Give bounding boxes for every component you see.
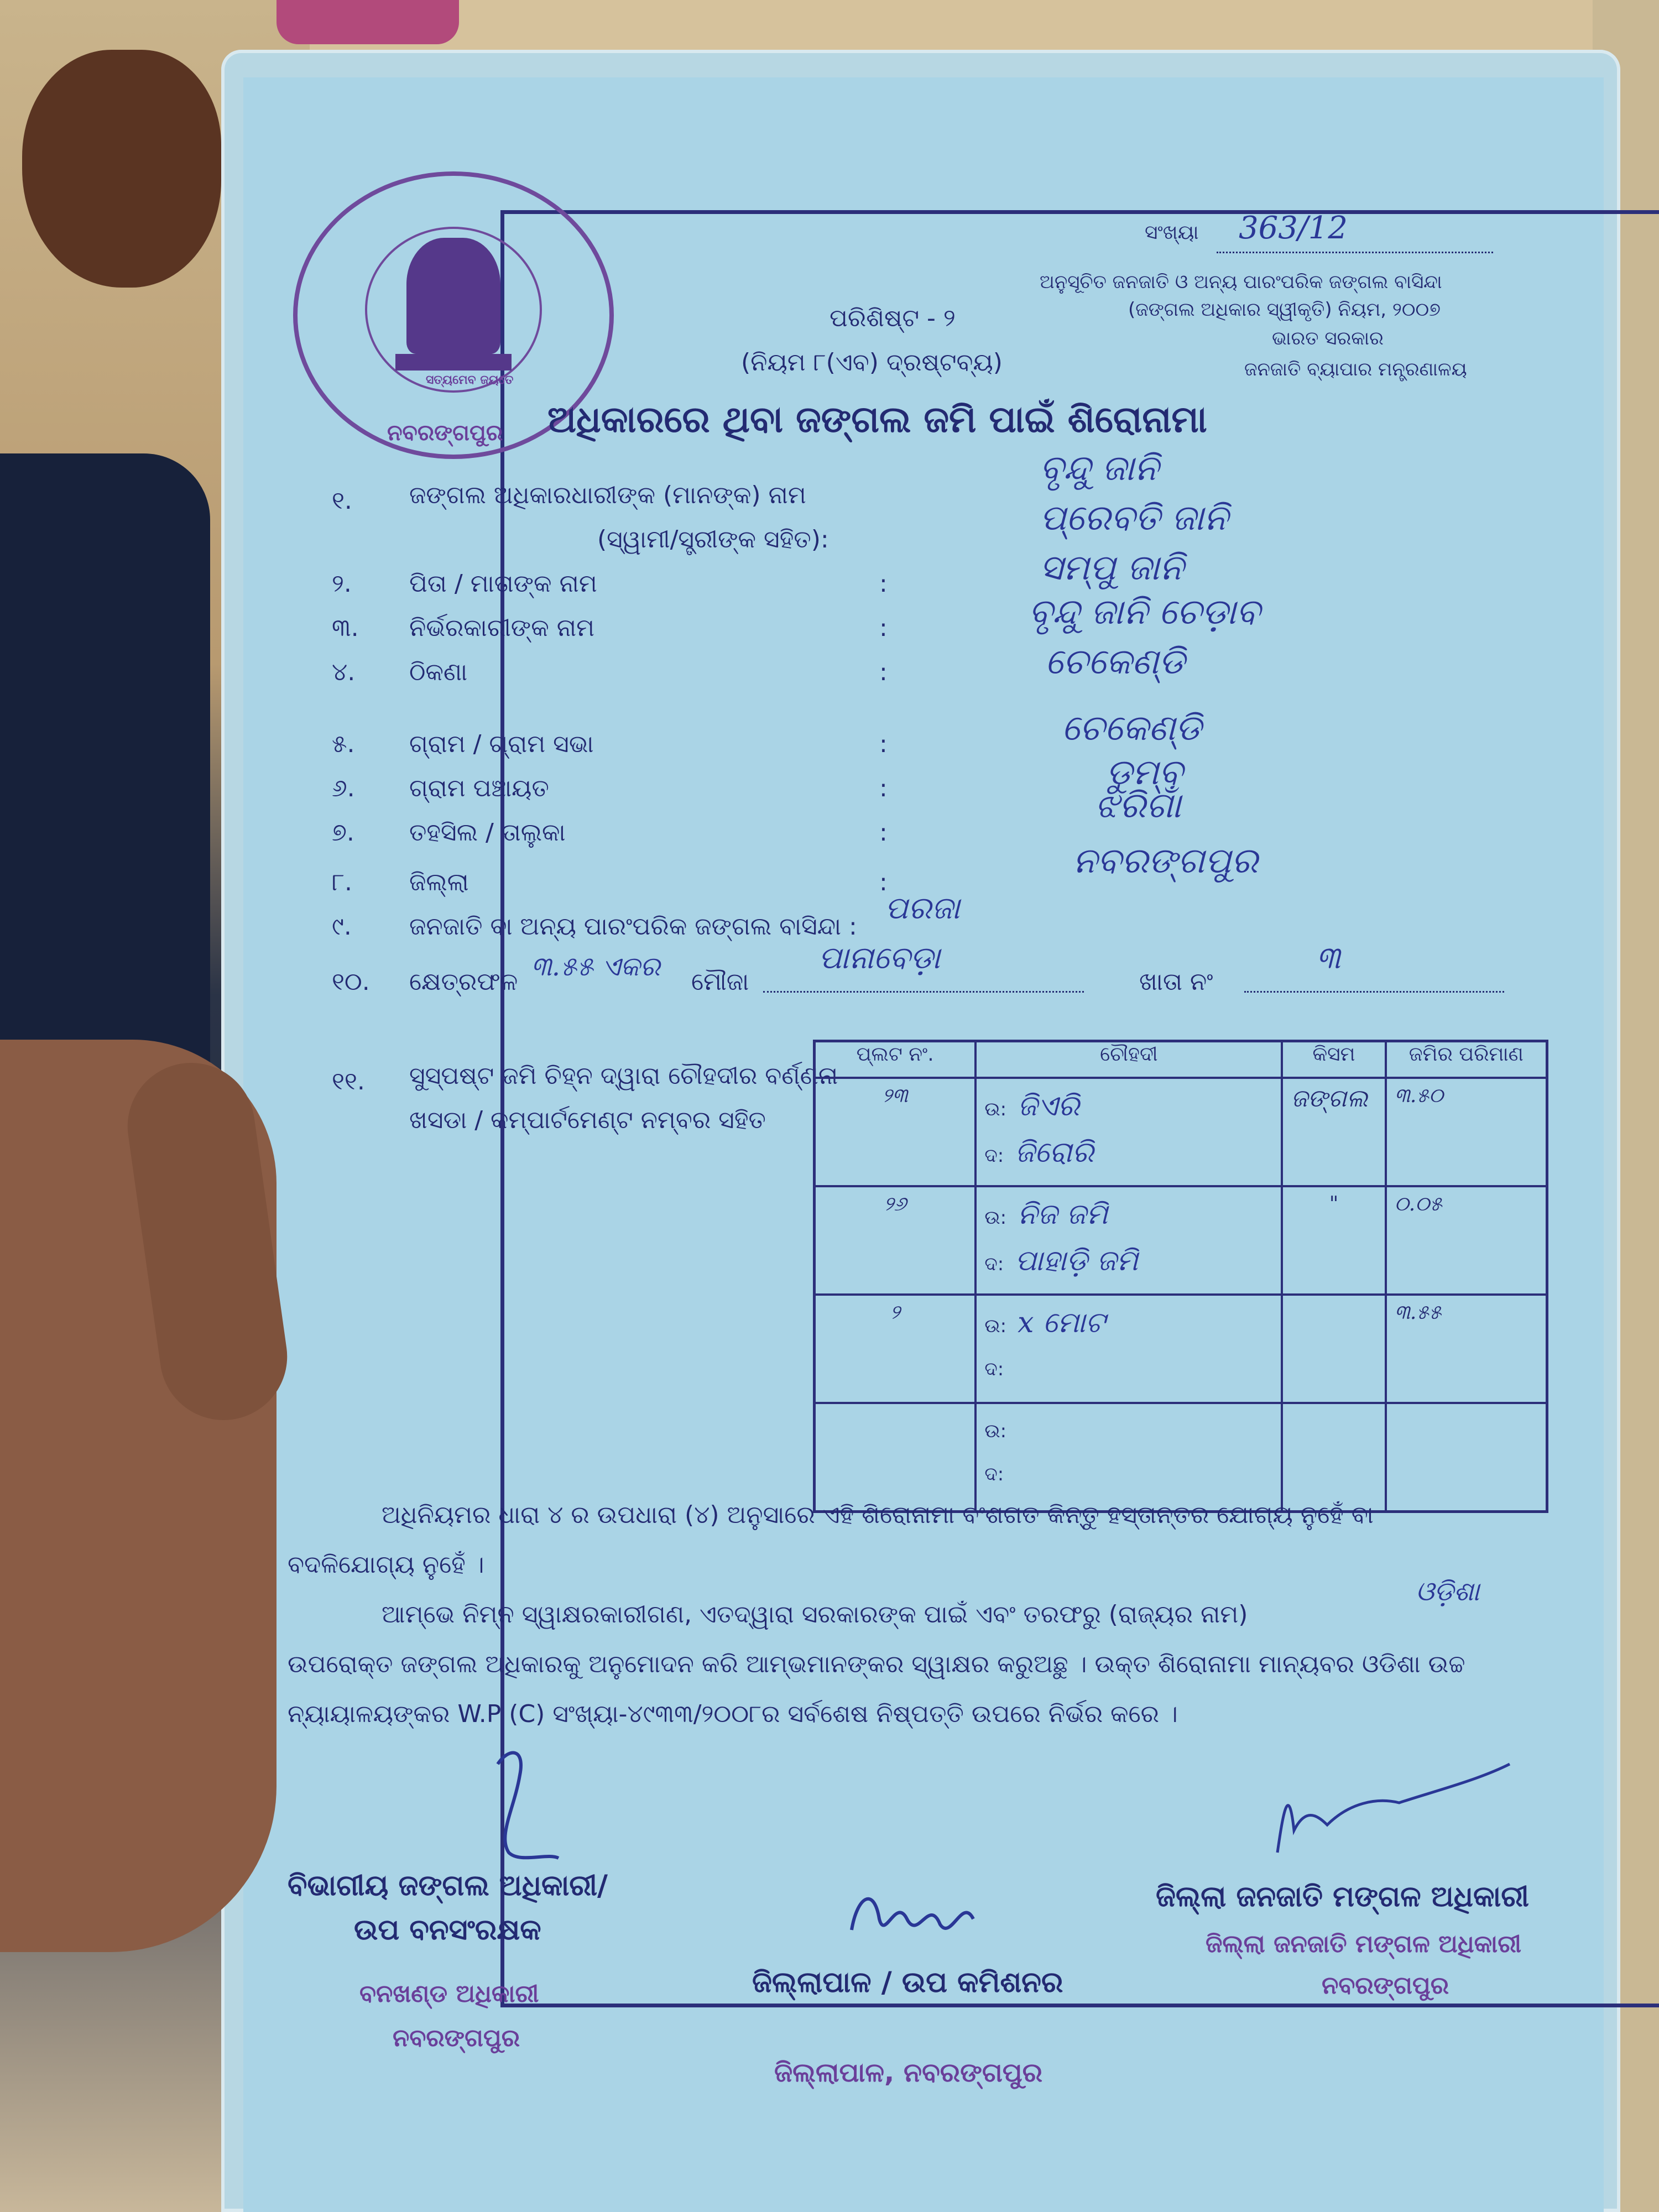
field-6-label: ଗ୍ରାମ ପଞ୍ଚାୟତ <box>409 774 549 802</box>
field-2-label: ପିତା / ମାତାଙ୍କ ନାମ <box>409 570 597 598</box>
header-kisam: କିସମ <box>1282 1041 1385 1078</box>
rule-reference: (ନିୟମ ୮(ଏବ) ଦ୍ରଷ୍ଟବ୍ୟ) <box>741 348 1003 377</box>
field-10-khata: ୩ <box>1316 940 1341 976</box>
field-5-colon: : <box>879 730 888 758</box>
plot-number-cell: ୨୬ <box>815 1186 976 1295</box>
kisam-cell: " <box>1282 1186 1385 1295</box>
field-2-colon: : <box>879 570 888 598</box>
emblem-base <box>395 354 512 371</box>
right-stamp-line-1: ଜିଲ୍ଲା ଜନଜାତି ମଙ୍ଗଳ ଅଧିକାରୀ <box>1206 1930 1522 1958</box>
seal-motto: ସତ୍ୟମେବ ଜୟତେ <box>426 373 514 387</box>
signature-right <box>1266 1747 1521 1858</box>
south-value: ଜିରୋରି <box>1015 1136 1094 1169</box>
left-signatory-title-2: ଉପ ବନସଂରକ୍ଷକ <box>354 1913 541 1947</box>
field-8-colon: : <box>879 868 888 896</box>
north-value: ଜିଏରି <box>1018 1089 1080 1123</box>
authority-line-1: ଅନୁସୂଚିତ ଜନଜାତି ଓ ଅନ୍ୟ ପାରଂପରିକ ଜଙ୍ଗଲ ବାସିନ୍ଦା <box>1040 271 1442 293</box>
signature-center <box>841 1864 1006 1952</box>
field-7-colon: : <box>879 818 888 847</box>
field-5-label: ଗ୍ରାମ / ଗ୍ରାମ ସଭା <box>409 730 594 758</box>
header-land-area: ଜମିର ପରିମାଣ <box>1386 1041 1547 1078</box>
field-10-mouza-label: ମୌଜା <box>691 968 749 996</box>
field-1-value: ବୃନ୍ଦୁ ଜାନି <box>1040 448 1159 489</box>
field-4-colon: : <box>879 658 888 686</box>
south-label: ଦ: <box>984 1145 1004 1167</box>
field-9-label: ଜନଜାତି ବା ଅନ୍ୟ ପାରଂପରିକ ଜଙ୍ଗଲ ବାସିନ୍ଦା : <box>409 912 857 941</box>
area-cell <box>1386 1403 1547 1512</box>
field-11-number: ୧୧. <box>332 1067 365 1095</box>
paragraph-2-line-2: ଉପରୋକ୍ତ ଜଙ୍ଗଲ ଅଧିକାରକୁ ଅନୁମୋଦନ କରି ଆମ୍ଭମାନଙ୍କର ସ୍ୱାକ୍ଷର କରୁଅଛୁ । ଉକ୍ତ ଶିରୋନାମା ମାନ୍ୟବର ଓଡିଶା ଉଚ୍ଚ <box>288 1650 1465 1678</box>
field-7-label: ତହସିଲ / ତାଲୁକା <box>409 818 566 847</box>
signature-left <box>476 1742 608 1869</box>
south-label: ଦ: <box>984 1463 1004 1485</box>
plot-number-cell: ୨ <box>815 1295 976 1403</box>
field-1-label: ଜଙ୍ଗଲ ଅଧିକାରଧାରୀଙ୍କ (ମାନଙ୍କ) ନାମ <box>409 481 806 509</box>
field-4-label: ଠିକଣା <box>409 658 468 686</box>
field-1-label-2: (ସ୍ୱାମୀ/ସ୍ତ୍ରୀଙ୍କ ସହିତ): <box>597 525 829 554</box>
paragraph-2-line-3: ନ୍ୟାୟାଳୟଙ୍କର W.P (C) ସଂଖ୍ୟା-୪୯୩୩/୨୦୦୮ର ସର୍ବଶେଷ ନିଷ୍ପତ୍ତି ଉପରେ ନିର୍ଭର କରେ । <box>288 1700 1178 1728</box>
kisam-cell <box>1282 1295 1385 1403</box>
field-7-number: ୭. <box>332 818 354 847</box>
boundary-cell <box>975 1078 1282 1186</box>
field-5-value: ଚେକେଣ୍ଡି <box>1062 708 1202 749</box>
field-9-number: ୯. <box>332 912 352 941</box>
field-9-value: ପରଜା <box>885 890 960 926</box>
area-cell: ୩.୫୫ <box>1386 1295 1547 1403</box>
paragraph-1-line-2: ବଦଳିଯୋଗ୍ୟ ନୁହେଁ । <box>288 1551 484 1579</box>
field-4-number: ୪. <box>332 658 356 686</box>
left-stamp-line-1: ବନଖଣ୍ଡ ଅଧିକାରୀ <box>359 1980 539 2008</box>
left-stamp-line-2: ନବରଙ୍ଗପୁର <box>393 2024 520 2052</box>
right-signatory-title: ଜିଲ୍ଲା ଜନଜାତି ମଙ୍ଗଳ ଅଧିକାରୀ <box>1156 1880 1529 1913</box>
table-row <box>815 1295 1547 1403</box>
field-10-number: ୧୦. <box>332 968 370 996</box>
mouza-dotted-line <box>763 991 1084 993</box>
field-10-mouza: ପାନାବେଡ଼ା <box>818 940 941 976</box>
table-row <box>815 1078 1547 1186</box>
table-header-row <box>815 1041 1547 1078</box>
field-10-khata-label: ଖାତା ନଂ <box>1139 968 1213 996</box>
appendix-title: ପରିଶିଷ୍ଟ - ୨ <box>830 304 956 332</box>
field-2-number: ୨. <box>332 570 352 598</box>
field-1-value-2: ପ୍ରେବତି ଜାନି <box>1040 498 1228 539</box>
south-value: ପାହାଡ଼ି ଜମି <box>1015 1244 1139 1277</box>
field-10-label: କ୍ଷେତ୍ରଫଳ <box>409 968 518 996</box>
boundary-table <box>813 1040 1548 1513</box>
center-stamp: ଜିଲ୍ଲାପାଳ, ନବରଙ୍ଗପୁର <box>774 2057 1043 2088</box>
boundary-cell <box>975 1186 1282 1295</box>
header-boundary: ଚୌହଦୀ <box>975 1041 1282 1078</box>
left-signatory-title-1: ବିଭାଗୀୟ ଜଙ୍ଗଲ ଅଧିକାରୀ/ <box>288 1869 608 1902</box>
field-7-value: ଝରିଗାଁ <box>1095 785 1181 826</box>
number-dotted-line <box>1217 252 1493 253</box>
authority-line-3: ଭାରତ ସରକାର <box>1272 327 1384 349</box>
north-value: ନିଜ ଜମି <box>1018 1198 1108 1231</box>
table-row <box>815 1186 1547 1295</box>
document-title: ଅଧିକାରରେ ଥିବା ଜଙ୍ଗଲ ଜମି ପାଇଁ ଶିରୋନାମା <box>547 398 1207 441</box>
khata-dotted-line <box>1244 991 1504 993</box>
north-label: ଉ: <box>984 1098 1007 1120</box>
field-8-value: ନବରଙ୍ଗପୁର <box>1073 841 1258 881</box>
field-3-colon: : <box>879 614 888 642</box>
state-name: ଓଡ଼ିଶା <box>1416 1576 1480 1607</box>
north-label: ଉ: <box>984 1315 1007 1337</box>
field-6-colon: : <box>879 774 888 802</box>
authority-line-2: (ଜଙ୍ଗଲ ଅଧିକାର ସ୍ୱୀକୃତି) ନିୟମ, ୨୦୦୭ <box>1128 299 1441 321</box>
header-plot-number: ପ୍ଲଟ ନଂ. <box>815 1041 976 1078</box>
north-label: ଉ: <box>984 1420 1007 1442</box>
south-label: ଦ: <box>984 1358 1004 1380</box>
field-5-number: ୫. <box>332 730 355 758</box>
number-label: ସଂଖ୍ୟା <box>1145 221 1199 244</box>
center-signatory-title: ଜିଲ୍ଲାପାଳ / ଉପ କମିଶନର <box>752 1966 1063 1999</box>
total-mark: x ମୋଟ <box>1018 1306 1105 1339</box>
area-cell: ୩.୫୦ <box>1386 1078 1547 1186</box>
paragraph-2-line-1: ଆମ୍ଭେ ନିମ୍ନ ସ୍ୱାକ୍ଷରକାରୀଗଣ, ଏତଦ୍ୱାରା ସରକାରଙ୍କ ପାଇଁ ଏବଂ ତରଫରୁ (ରାଜ୍ୟର ନାମ) <box>382 1600 1248 1629</box>
field-8-label: ଜିଲ୍ଲା <box>409 868 469 896</box>
field-6-value: ଡୁମ୍ବ <box>1106 752 1183 793</box>
area-cell: ୦.୦୫ <box>1386 1186 1547 1295</box>
field-1-number: ୧. <box>332 487 352 515</box>
right-stamp-line-2: ନବରଙ୍ଗପୁର <box>1322 1971 1449 2000</box>
north-label: ଉ: <box>984 1207 1007 1229</box>
field-4-value: ଚେକେଣ୍ଡି <box>1045 641 1185 682</box>
clasped-hands <box>22 50 221 288</box>
pink-cloth <box>276 0 459 44</box>
field-11-label: ସୁସ୍ପଷ୍ଟ ଜମି ଚିହ୍ନ ଦ୍ୱାରା ଚୌହଦୀର ବର୍ଣ୍ଣନା <box>409 1062 838 1090</box>
field-3-label: ନିର୍ଭରକାରୀଙ୍କ ନାମ <box>409 614 595 642</box>
field-11-label-2: ଖସଡା / କମ୍ପାର୍ଟମେଣ୍ଟ ନମ୍ବର ସହିତ <box>409 1106 766 1134</box>
field-2-value: ସମ୍ପୁ ଜାନି <box>1040 547 1184 588</box>
national-emblem-icon <box>406 238 500 354</box>
field-10-area: ୩.୫୫ ଏକର <box>531 951 660 982</box>
field-6-number: ୬. <box>332 774 355 802</box>
kisam-cell: ଜଙ୍ଗଲ <box>1282 1078 1385 1186</box>
boundary-cell <box>975 1295 1282 1403</box>
paragraph-1-line-1: ଅଧିନିୟମର ଧାରା ୪ ର ଉପଧାରା (୪) ଅନୁସାରେ ଏହି ଶିରୋନାମା ବଂଶଗତ କିନ୍ତୁ ହସ୍ତାନ୍ତର ଯୋଗ୍ୟ ନୁହେଁ ବା <box>382 1501 1374 1529</box>
seal-district: ନବରଙ୍ଗପୁର <box>387 420 503 446</box>
authority-line-4: ଜନଜାତି ବ୍ୟାପାର ମନ୍ତ୍ରଣାଳୟ <box>1244 358 1467 380</box>
field-3-value: ବୃନ୍ଦୁ ଜାନି ଚେଡ଼ାବ <box>1029 592 1260 633</box>
south-label: ଦ: <box>984 1253 1004 1275</box>
number-value: 363/12 <box>1239 210 1348 246</box>
plot-number-cell: ୨୩ <box>815 1078 976 1186</box>
field-8-number: ୮. <box>332 868 352 896</box>
field-3-number: ୩. <box>332 614 359 642</box>
